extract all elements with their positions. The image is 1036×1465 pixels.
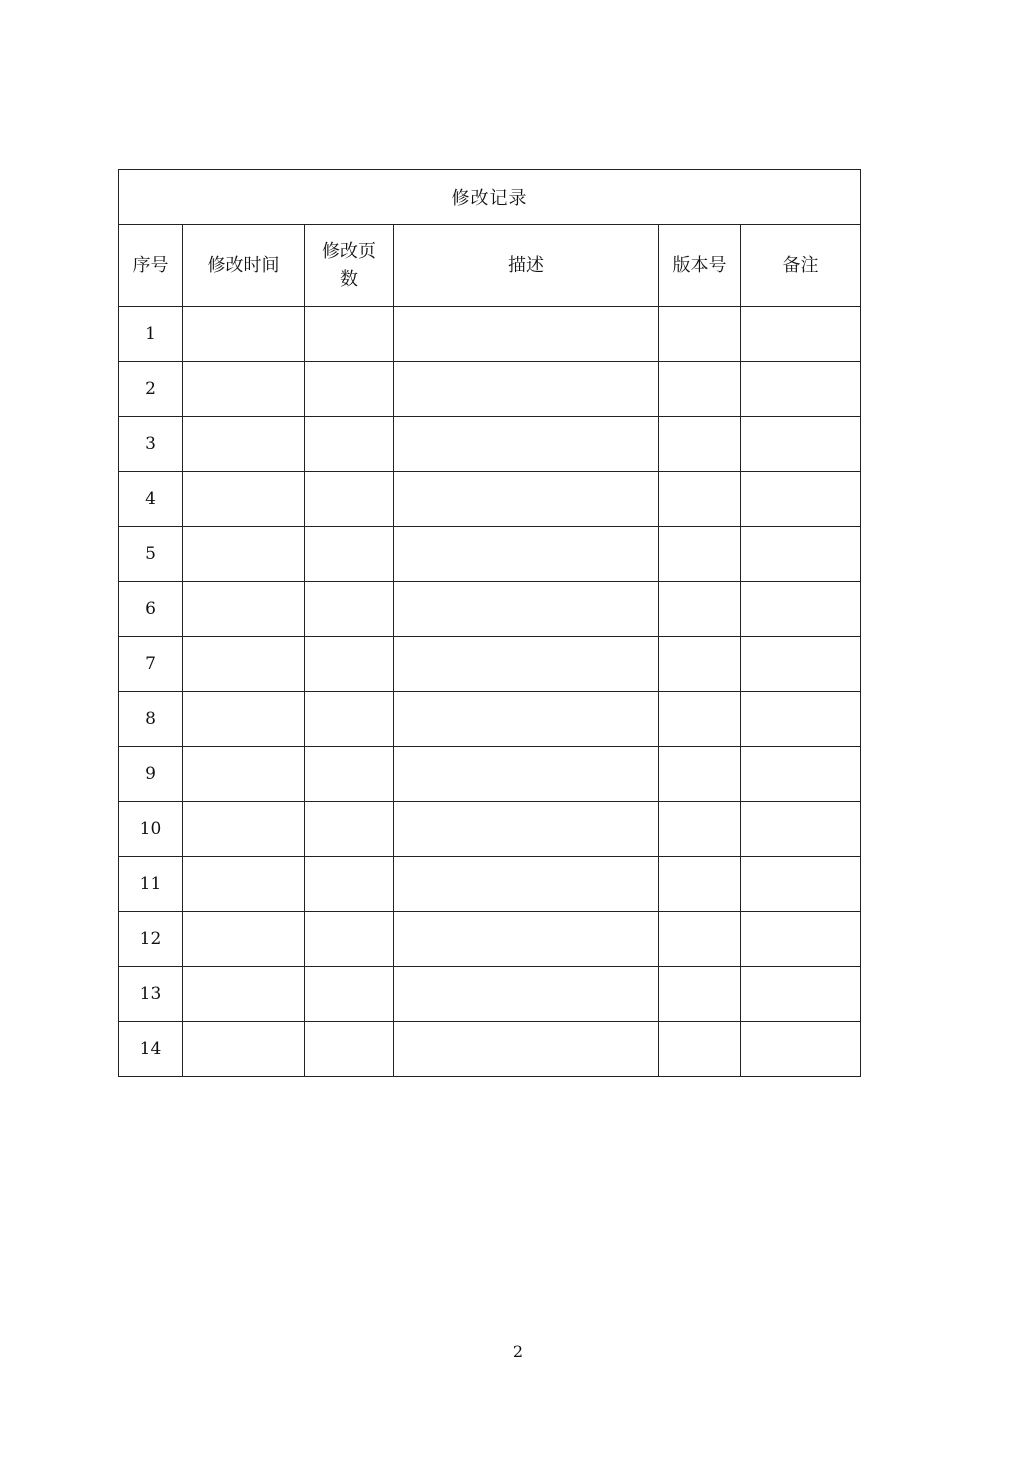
description-cell [394,362,659,417]
table-row [119,967,861,1022]
pages-cell [305,527,394,582]
description-cell [394,527,659,582]
table-row [119,747,861,802]
index-cell: 6 [119,582,183,637]
pages-cell [305,307,394,362]
table-title: 修改记录 [119,170,861,225]
index-cell: 2 [119,362,183,417]
version-cell [659,582,741,637]
description-cell [394,417,659,472]
version-cell [659,472,741,527]
index-cell: 8 [119,692,183,747]
remarks-cell [741,637,861,692]
pages-cell [305,857,394,912]
time-cell [183,1022,305,1077]
page-number: 2 [512,1342,524,1361]
table-row [119,637,861,692]
index-cell: 3 [119,417,183,472]
version-cell [659,307,741,362]
time-cell [183,472,305,527]
index-cell: 5 [119,527,183,582]
table-row [119,912,861,967]
remarks-cell [741,472,861,527]
table-row [119,472,861,527]
description-cell [394,692,659,747]
time-cell [183,307,305,362]
pages-cell [305,472,394,527]
time-cell [183,637,305,692]
header-time: 修改时间 [183,225,305,307]
pages-cell [305,1022,394,1077]
table-row [119,417,861,472]
index-cell: 4 [119,472,183,527]
header-remarks: 备注 [741,225,861,307]
time-cell [183,582,305,637]
version-cell [659,802,741,857]
time-cell [183,967,305,1022]
description-cell [394,912,659,967]
pages-cell [305,582,394,637]
header-description: 描述 [394,225,659,307]
description-cell [394,637,659,692]
version-cell [659,527,741,582]
table-row [119,802,861,857]
pages-cell [305,362,394,417]
remarks-cell [741,527,861,582]
table-row [119,857,861,912]
description-cell [394,967,659,1022]
description-cell [394,802,659,857]
description-cell [394,1022,659,1077]
pages-cell [305,967,394,1022]
remarks-cell [741,912,861,967]
title-row [119,170,861,225]
index-cell: 11 [119,857,183,912]
index-cell: 10 [119,802,183,857]
pages-cell [305,637,394,692]
header-index: 序号 [119,225,183,307]
pages-cell [305,692,394,747]
pages-cell [305,417,394,472]
index-cell: 12 [119,912,183,967]
version-cell [659,417,741,472]
table-row [119,692,861,747]
table-row [119,1022,861,1077]
header-pages: 修改页数 [305,225,394,307]
time-cell [183,857,305,912]
time-cell [183,802,305,857]
pages-cell [305,747,394,802]
remarks-cell [741,362,861,417]
description-cell [394,747,659,802]
table-body [119,170,861,1077]
remarks-cell [741,692,861,747]
version-cell [659,912,741,967]
description-cell [394,857,659,912]
table-row [119,307,861,362]
time-cell [183,912,305,967]
remarks-cell [741,747,861,802]
version-cell [659,747,741,802]
table-row [119,362,861,417]
version-cell [659,857,741,912]
remarks-cell [741,582,861,637]
index-cell: 9 [119,747,183,802]
version-cell [659,967,741,1022]
revision-record-table [118,169,861,1077]
remarks-cell [741,857,861,912]
time-cell [183,692,305,747]
version-cell [659,1022,741,1077]
time-cell [183,527,305,582]
index-cell: 7 [119,637,183,692]
index-cell: 1 [119,307,183,362]
pages-cell [305,912,394,967]
time-cell [183,417,305,472]
index-cell: 13 [119,967,183,1022]
header-row [119,225,861,307]
version-cell [659,362,741,417]
version-cell [659,692,741,747]
remarks-cell [741,307,861,362]
time-cell [183,747,305,802]
remarks-cell [741,802,861,857]
table-row [119,582,861,637]
description-cell [394,582,659,637]
remarks-cell [741,1022,861,1077]
remarks-cell [741,417,861,472]
index-cell: 14 [119,1022,183,1077]
time-cell [183,362,305,417]
header-version: 版本号 [659,225,741,307]
table-row [119,527,861,582]
pages-cell [305,802,394,857]
remarks-cell [741,967,861,1022]
description-cell [394,307,659,362]
version-cell [659,637,741,692]
description-cell [394,472,659,527]
